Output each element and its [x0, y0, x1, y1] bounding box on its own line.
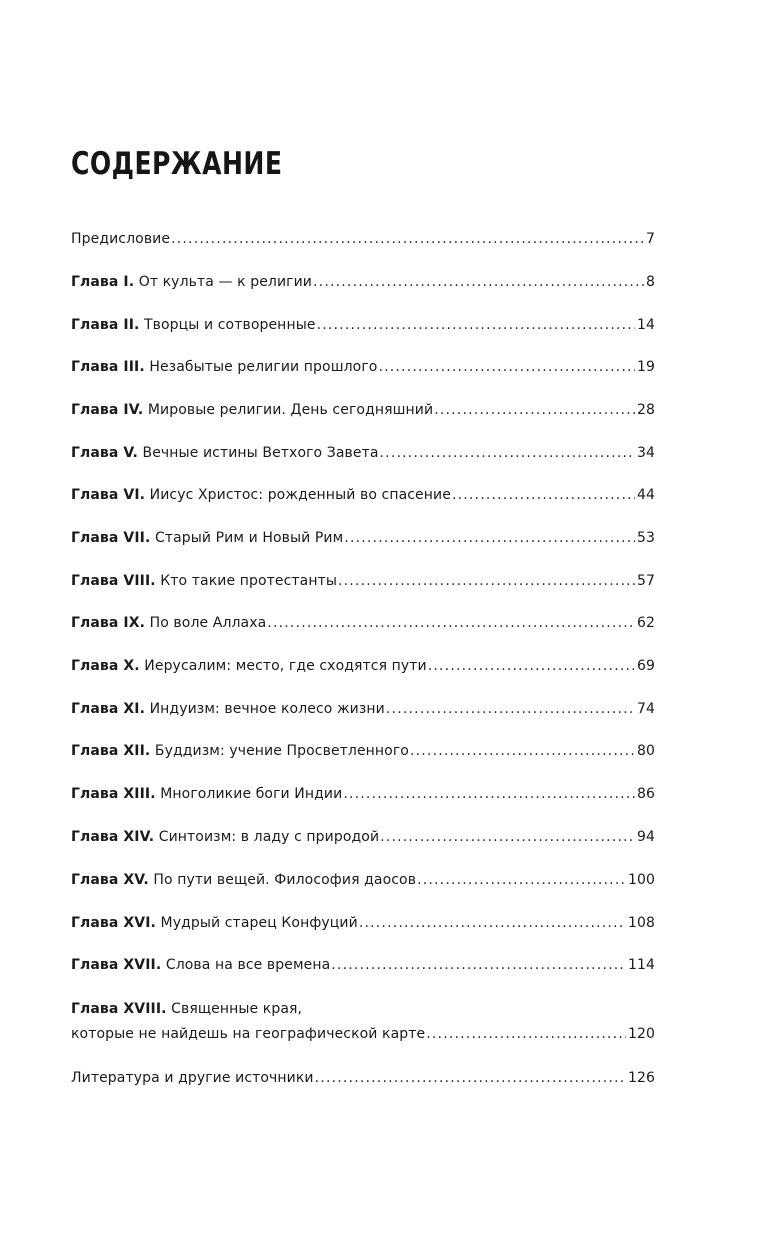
toc-entry-chapter-7[interactable]	[71, 528, 655, 548]
page-number: 7	[645, 231, 655, 247]
chapter-label: Глава IV.	[71, 402, 144, 418]
entry-title: Многоликие боги Индии	[160, 786, 343, 802]
toc-entry-chapter-10[interactable]	[71, 656, 655, 676]
page-number: 69	[636, 658, 655, 674]
dot-leader	[410, 741, 635, 761]
toc-entry-references[interactable]	[71, 1068, 655, 1088]
dot-leader	[317, 315, 635, 335]
entry-title: Священные края,	[171, 1001, 303, 1017]
page-number: 8	[645, 274, 655, 290]
page-number: 80	[636, 743, 655, 759]
chapter-label: Глава VIII.	[71, 573, 156, 589]
toc-entry-chapter-12[interactable]	[71, 741, 655, 761]
toc-entry-chapter-2[interactable]	[71, 315, 655, 335]
dot-leader	[417, 870, 626, 890]
page-number: 19	[636, 359, 655, 375]
entry-title: Иисус Христос: рожденный во спасение	[149, 487, 451, 503]
dot-leader	[434, 400, 635, 420]
chapter-label: Глава XIII.	[71, 786, 156, 802]
page-number: 62	[636, 615, 655, 631]
chapter-label: Глава XI.	[71, 701, 146, 717]
chapter-label: Глава X.	[71, 658, 140, 674]
toc-entry-chapter-3[interactable]	[71, 357, 655, 377]
page-number: 57	[636, 573, 655, 589]
entry-title: Старый Рим и Новый Рим	[154, 530, 344, 546]
dot-leader	[338, 571, 635, 591]
toc-entry-chapter-13[interactable]	[71, 784, 655, 804]
dot-leader	[428, 656, 635, 676]
dot-leader	[343, 784, 635, 804]
entry-title-continuation: которые не найдешь на географической карте	[71, 1026, 426, 1042]
toc-entry-preface[interactable]	[71, 229, 655, 249]
toc-entry-chapter-1[interactable]	[71, 272, 655, 292]
dot-leader	[331, 955, 626, 975]
chapter-label: Глава XIV.	[71, 829, 155, 845]
page-title: СОДЕРЖАНИЕ	[71, 146, 283, 182]
page-number: 86	[636, 786, 655, 802]
dot-leader	[344, 528, 635, 548]
toc-entry-chapter-8[interactable]	[71, 571, 655, 591]
toc-entry-chapter-15[interactable]	[71, 870, 655, 890]
dot-leader	[426, 1024, 626, 1044]
dot-leader	[378, 357, 635, 377]
chapter-label: Глава XV.	[71, 872, 149, 888]
entry-title: По воле Аллаха	[149, 615, 267, 631]
toc-entry-chapter-5[interactable]	[71, 443, 655, 463]
toc-entry-chapter-4[interactable]	[71, 400, 655, 420]
chapter-label: Глава II.	[71, 317, 140, 333]
entry-title: По пути вещей. Философия даосов	[153, 872, 417, 888]
entry-title: Творцы и сотворенные	[144, 317, 316, 333]
page-number: 126	[627, 1070, 655, 1086]
entry-title: Синтоизм: в ладу с природой	[158, 829, 380, 845]
page-number: 53	[636, 530, 655, 546]
page-number: 100	[627, 872, 655, 888]
toc-entry-chapter-6[interactable]	[71, 485, 655, 505]
chapter-label: Глава XVIII.	[71, 1001, 167, 1017]
dot-leader	[313, 272, 644, 292]
chapter-label: Глава III.	[71, 359, 145, 375]
dot-leader	[359, 913, 626, 933]
dot-leader	[171, 229, 644, 249]
entry-title: Слова на все времена	[165, 957, 331, 973]
dot-leader	[380, 443, 635, 463]
page-number: 120	[627, 1026, 655, 1042]
chapter-label: Глава XVII.	[71, 957, 162, 973]
dot-leader	[380, 827, 635, 847]
entry-title: Незабытые религии прошлого	[149, 359, 378, 375]
toc-entry-chapter-17[interactable]	[71, 955, 655, 975]
toc-entry-chapter-18[interactable]	[71, 999, 655, 1044]
toc-entry-chapter-14[interactable]	[71, 827, 655, 847]
page-number: 74	[636, 701, 655, 717]
chapter-label: Глава IX.	[71, 615, 146, 631]
entry-title: Буддизм: учение Просветленного	[154, 743, 409, 759]
entry-title: Литература и другие источники	[71, 1070, 314, 1086]
entry-title: От культа — к религии	[138, 274, 313, 290]
toc-entry-chapter-11[interactable]	[71, 699, 655, 719]
dot-leader	[386, 699, 635, 719]
dot-leader	[267, 613, 635, 633]
entry-title: Иерусалим: место, где сходятся пути	[144, 658, 427, 674]
page-number: 44	[636, 487, 655, 503]
page-number: 114	[627, 957, 655, 973]
page-number: 28	[636, 402, 655, 418]
chapter-label: Глава I.	[71, 274, 135, 290]
page-number: 94	[636, 829, 655, 845]
dot-leader	[452, 485, 635, 505]
dot-leader	[315, 1068, 626, 1088]
toc-entry-chapter-16[interactable]	[71, 913, 655, 933]
entry-title: Предисловие	[71, 231, 171, 247]
page-number: 34	[636, 445, 655, 461]
toc-entry-chapter-9[interactable]	[71, 613, 655, 633]
entry-title: Индуизм: вечное колесо жизни	[149, 701, 385, 717]
chapter-label: Глава XII.	[71, 743, 151, 759]
chapter-label: Глава XVI.	[71, 915, 156, 931]
chapter-label: Глава V.	[71, 445, 138, 461]
entry-title: Вечные истины Ветхого Завета	[142, 445, 379, 461]
page-number: 14	[636, 317, 655, 333]
chapter-label: Глава VII.	[71, 530, 151, 546]
entry-title: Мудрый старец Конфуций	[160, 915, 358, 931]
entry-title: Мировые религии. День сегодняшний	[147, 402, 434, 418]
chapter-label: Глава VI.	[71, 487, 146, 503]
page-number: 108	[627, 915, 655, 931]
entry-title: Кто такие протестанты	[160, 573, 337, 589]
